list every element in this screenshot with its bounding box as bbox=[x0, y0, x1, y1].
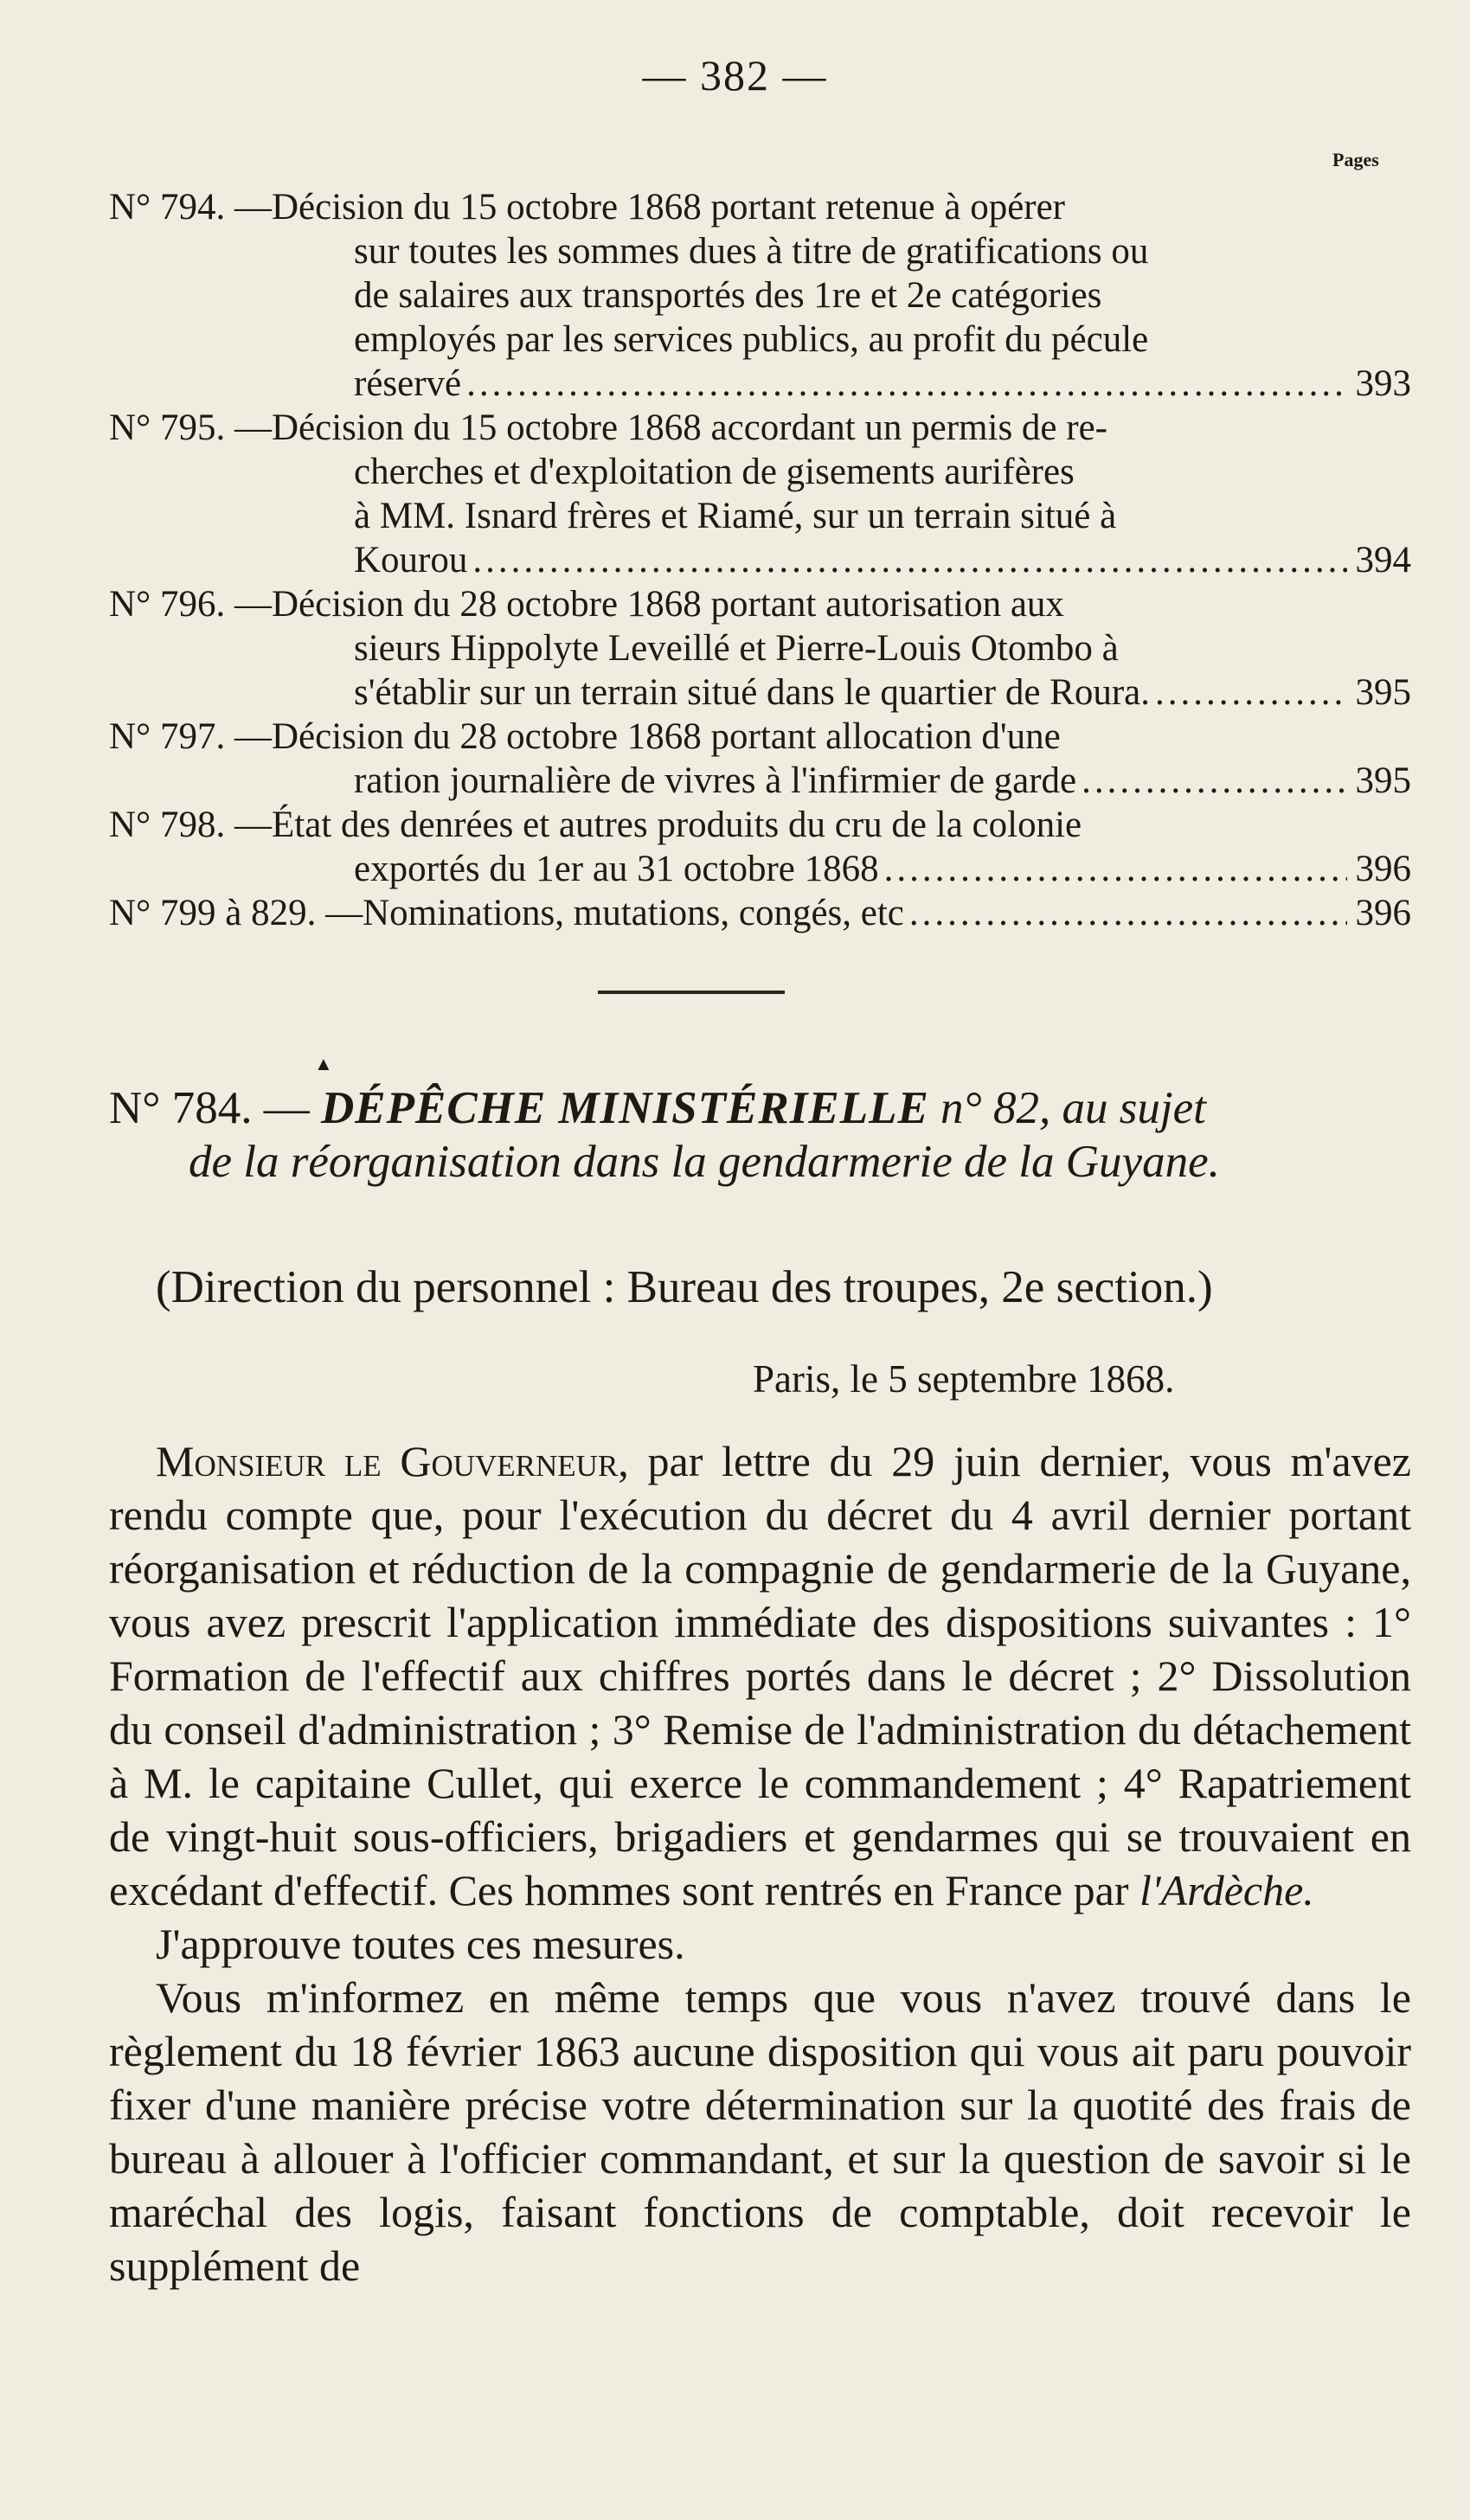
ornament-mark: ▲ bbox=[314, 1053, 333, 1074]
toc-entry-text: sieurs Hippolyte Leveillé et Pierre-Louis Otombo à bbox=[354, 628, 1119, 669]
toc-entry-number: N° 796. — bbox=[109, 584, 272, 625]
direction-line: (Direction du personnel : Bureau des troupes, 2e section.) bbox=[156, 1262, 1213, 1312]
toc-entry-text: employés par les services publics, au profit du pécule bbox=[354, 319, 1149, 360]
dispatch-subject: de la réorganisation dans la gendarmerie de la Guyane. bbox=[189, 1137, 1220, 1187]
toc-entry-796 bbox=[109, 582, 1411, 715]
toc-page-number: 394 bbox=[1355, 540, 1411, 580]
page-number: — 382 — bbox=[642, 51, 828, 99]
dispatch-title-number: n° 82, bbox=[928, 1083, 1062, 1133]
toc-entry-text: Décision du 28 octobre 1868 portant autorisation aux bbox=[272, 584, 1064, 625]
toc-entry-text: ration journalière de vivres à l'infirmier de garde bbox=[354, 760, 1077, 801]
toc-page-number: 396 bbox=[1355, 893, 1411, 933]
toc-page-number: 395 bbox=[1355, 760, 1411, 801]
toc-entry-text: sur toutes les sommes dues à titre de gratifications ou bbox=[354, 231, 1149, 272]
toc-page-number: 393 bbox=[1355, 363, 1411, 404]
toc-entry-text: Nominations, mutations, congés, etc bbox=[363, 893, 904, 933]
toc-entry-795 bbox=[109, 406, 1411, 582]
toc-entry-text: exportés du 1er au 31 octobre 1868 bbox=[354, 849, 879, 889]
toc-entry-text: réservé bbox=[354, 363, 462, 404]
toc-entry-text: s'établir sur un terrain situé dans le quartier de Roura. bbox=[354, 672, 1151, 713]
body-text: par lettre du 29 juin dernier, vous m'avez rendu compte que, pour l'exécution du décret du 4 avril dernier portant réorganisation et réduction de la compagnie de gendarmerie de la Guyane, vous avez prescrit l'application immédiate des dispositions suivantes : 1° Formation de l'effectif aux chiffres portés dans le décret ; 2° Dissolution du conseil d'administration ; 3° Remise de l'administration du détachement à M. le capitaine Cullet, qui exerce le commandement ; 4° Rapatriement de vingt-huit sous-officiers, brigadiers et gendarmes qui se trouvaient en excédant d'effectif. Ces hommes sont rentrés en France par bbox=[109, 1437, 1411, 1914]
toc-entry-text: Décision du 15 octobre 1868 portant retenue à opérer bbox=[272, 187, 1066, 228]
body-paragraph: J'approuve toutes ces mesures. bbox=[156, 1920, 685, 1968]
toc-entry-text: Décision du 15 octobre 1868 accordant un permis de re- bbox=[272, 407, 1107, 448]
toc-entry-text: à MM. Isnard frères et Riamé, sur un terrain situé à bbox=[354, 496, 1117, 536]
table-of-contents bbox=[109, 185, 1411, 935]
toc-entry-799-829 bbox=[109, 891, 1411, 935]
dispatch-number: N° 784. — bbox=[109, 1083, 321, 1133]
dot-leader bbox=[461, 362, 1346, 406]
toc-entry-text: Décision du 28 octobre 1868 portant allocation d'une bbox=[272, 716, 1061, 757]
dot-leader bbox=[879, 847, 1347, 891]
dot-leader bbox=[1076, 759, 1346, 803]
salutation: Monsieur le Gouverneur, bbox=[156, 1437, 629, 1485]
toc-entry-number: N° 794. — bbox=[109, 187, 272, 228]
toc-entry-number: N° 795. — bbox=[109, 407, 272, 448]
toc-entry-text: Kourou bbox=[354, 540, 468, 580]
dispatch-subject: au sujet bbox=[1062, 1083, 1206, 1133]
ship-name: l'Ardèche. bbox=[1139, 1866, 1314, 1914]
toc-entry-794 bbox=[109, 185, 1411, 406]
dispatch-body bbox=[109, 1434, 1411, 2292]
dot-leader bbox=[467, 538, 1346, 582]
toc-entry-text: de salaires aux transportés des 1re et 2e catégories bbox=[354, 275, 1102, 316]
toc-entry-number: N° 799 à 829. — bbox=[109, 893, 363, 933]
toc-page-number: 396 bbox=[1355, 849, 1411, 889]
section-divider bbox=[598, 991, 785, 994]
toc-entry-number: N° 797. — bbox=[109, 716, 272, 757]
pages-column-label: Pages bbox=[1332, 149, 1379, 170]
body-paragraph bbox=[109, 1434, 1411, 1917]
toc-entry-number: N° 798. — bbox=[109, 805, 272, 845]
dispatch-heading bbox=[109, 1081, 1411, 1189]
toc-page-number: 395 bbox=[1355, 672, 1411, 713]
toc-entry-text: État des denrées et autres produits du cru de la colonie bbox=[272, 805, 1082, 845]
dot-leader bbox=[904, 891, 1347, 935]
toc-entry-text: cherches et d'exploitation de gisements aurifères bbox=[354, 452, 1075, 492]
dispatch-date: Paris, le 5 septembre 1868. bbox=[753, 1357, 1175, 1401]
body-paragraph: Vous m'informez en même temps que vous n'avez trouvé dans le règlement du 18 février 1863 aucune disposition qui vous ait paru pouvoir fixer d'une manière précise votre détermination sur la quotité des frais de bureau à allouer à l'officier commandant, et sur la question de savoir si le maréchal des logis, faisant fonctions de comptable, doit recevoir le supplément de bbox=[109, 1973, 1411, 2290]
dispatch-title: DÉPÊCHE MINISTÉRIELLE bbox=[320, 1083, 929, 1133]
toc-entry-797 bbox=[109, 715, 1411, 803]
dot-leader bbox=[1150, 670, 1346, 715]
toc-entry-798 bbox=[109, 803, 1411, 891]
